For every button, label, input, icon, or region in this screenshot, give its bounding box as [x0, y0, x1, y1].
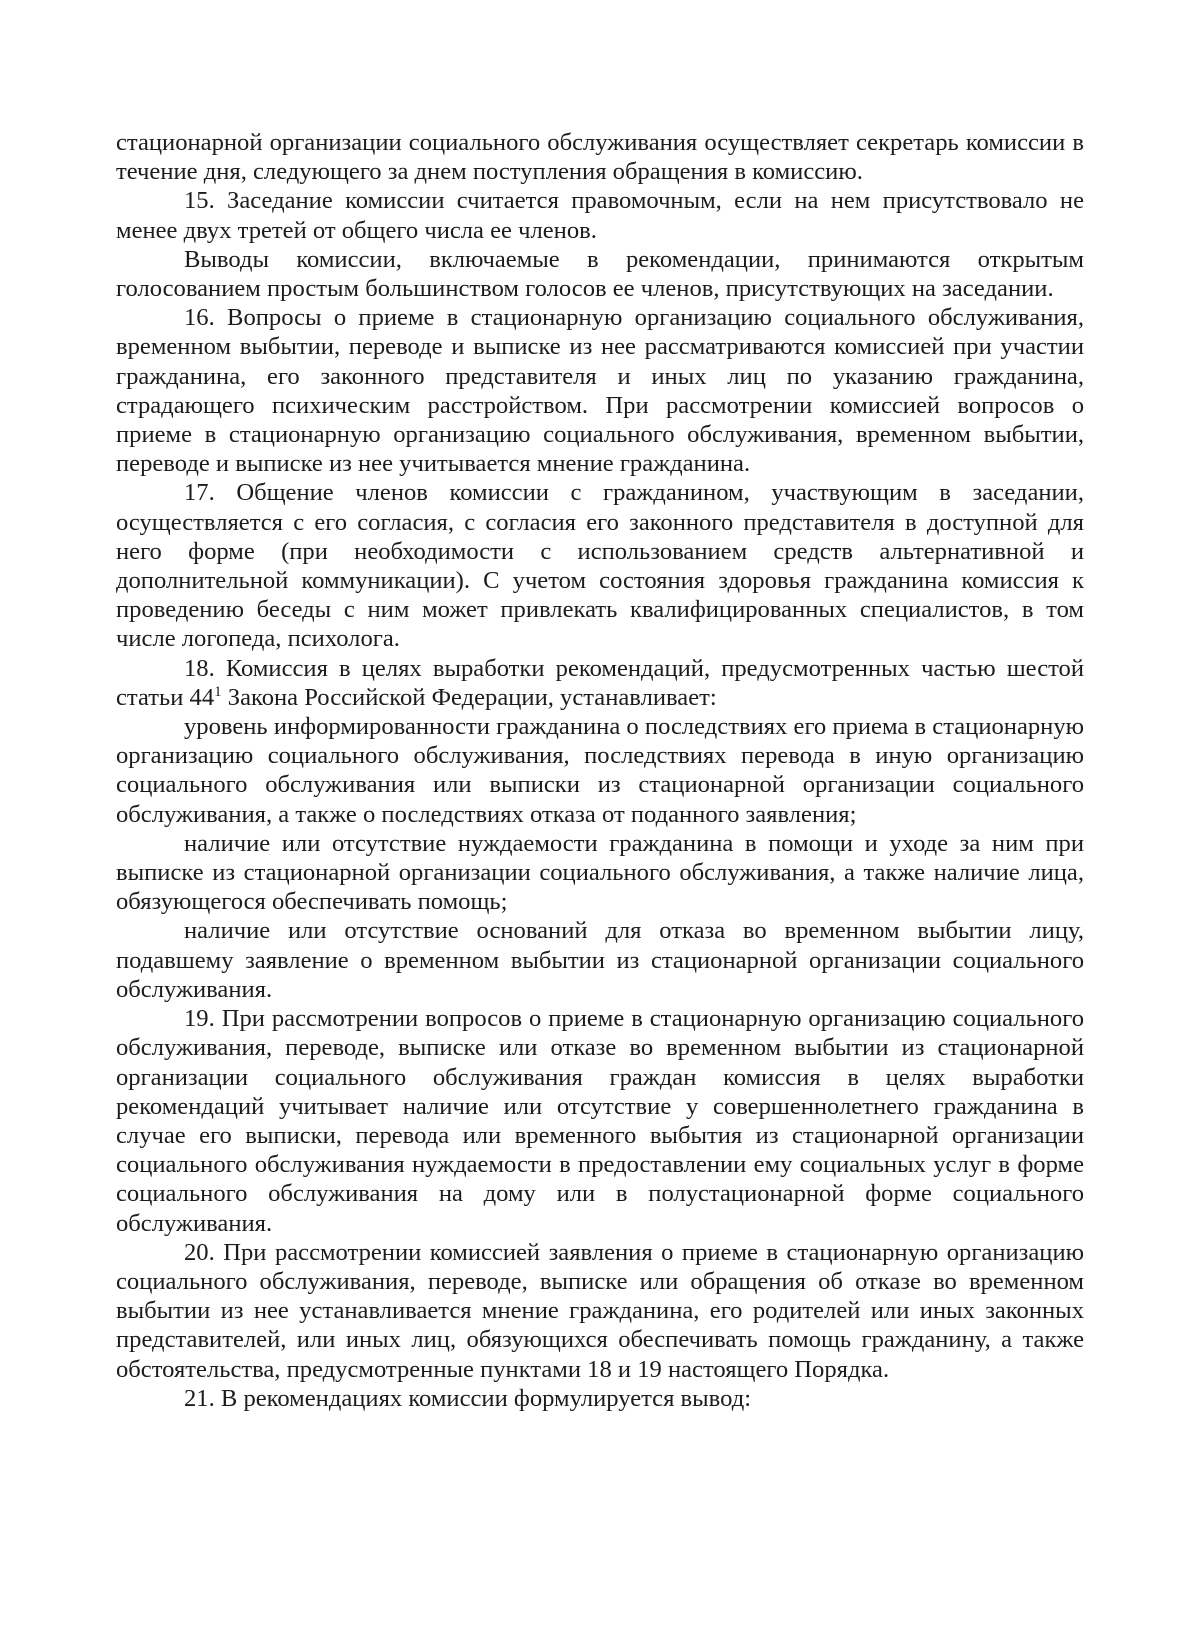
paragraph-14-continuation: стационарной организации социального обслуживания осуществляет секретарь комиссии в течение дня, следующего за днем поступления обращения в комиссию. — [116, 129, 1084, 186]
paragraph-21: 21. В рекомендациях комиссии формулируется вывод: — [184, 1384, 752, 1412]
paragraph-18 — [116, 654, 1084, 712]
paragraph-15: 15. Заседание комиссии считается правомочным, если на нем присутствовало не менее двух третей от общего числа ее членов. — [116, 187, 1084, 244]
document-page — [116, 128, 1084, 1413]
paragraph-18-item-refusal-grounds: наличие или отсутствие оснований для отказа во временном выбытии лицу, подавшему заявление о временном выбытии из стационарной организации социального обслуживания. — [116, 917, 1084, 1003]
paragraph-18-text-end: Закона Российской Федерации, устанавливает: — [221, 683, 717, 711]
paragraph-17: 17. Общение членов комиссии с гражданином, участвующим в заседании, осуществляется с его согласия, с согласия его законного представителя в доступной для него форме (при необходимости с использованием средств альтернативной и дополнительной коммуникации). С учетом состояния здоровья гражданина комиссия к проведению беседы с ним может привлекать квалифицированных специалистов, в том числе логопеда, психолога. — [116, 479, 1084, 653]
paragraph-19: 19. При рассмотрении вопросов о приеме в стационарную организацию социального обслуживания, переводе, выписке или отказе во временном выбытии из стационарной организации социального обслуживания граждан комиссия в целях выработки рекомендаций учитывает наличие или отсутствие у совершеннолетнего гражданина в случае его выписки, перевода или временного выбытия из стационарной организации социального обслуживания нуждаемости в предоставлении ему социальных услуг в форме социального обслуживания на дому или в полустационарной форме социального обслуживания. — [116, 1005, 1084, 1237]
paragraph-18-item-need-care: наличие или отсутствие нуждаемости гражданина в помощи и уходе за ним при выписке из стационарной организации социального обслуживания, а также наличие лица, обязующегося обеспечивать помощь; — [116, 829, 1084, 916]
paragraph-18-text-start: 18. Комиссия в целях выработки рекомендаций, предусмотренных частью шестой статьи 44 — [116, 654, 1084, 711]
paragraph-15-conclusions: Выводы комиссии, включаемые в рекомендации, принимаются открытым голосованием простым большинством голосов ее членов, присутствующих на заседании. — [116, 245, 1084, 303]
paragraph-16: 16. Вопросы о приеме в стационарную организацию социального обслуживания, временном выбытии, переводе и выписке из нее рассматриваются комиссией при участии гражданина, его законного представителя и иных лиц по указанию гражданина, страдающего психическим расстройством. При рассмотрении комиссией вопросов о приеме в стационарную организацию социального обслуживания, временном выбытии, переводе и выписке из нее учитывается мнение гражданина. — [116, 304, 1084, 478]
paragraph-20: 20. При рассмотрении комиссией заявления о приеме в стационарную организацию социального обслуживания, переводе, выписке или обращения об отказе во временном выбытии из нее устанавливается мнение гражданина, его родителей или иных законных представителей, или иных лиц, обязующихся обеспечивать помощь гражданину, а также обстоятельства, предусмотренные пунктами 18 и 19 настоящего Порядка. — [116, 1238, 1084, 1383]
paragraph-18-item-awareness: уровень информированности гражданина о последствиях его приема в стационарную организацию социального обслуживания, последствиях перевода в иную организацию социального обслуживания или выписки из стационарной организации социального обслуживания, а также о последствиях отказа от поданного заявления; — [116, 713, 1084, 828]
article-superscript: 1 — [214, 683, 222, 700]
